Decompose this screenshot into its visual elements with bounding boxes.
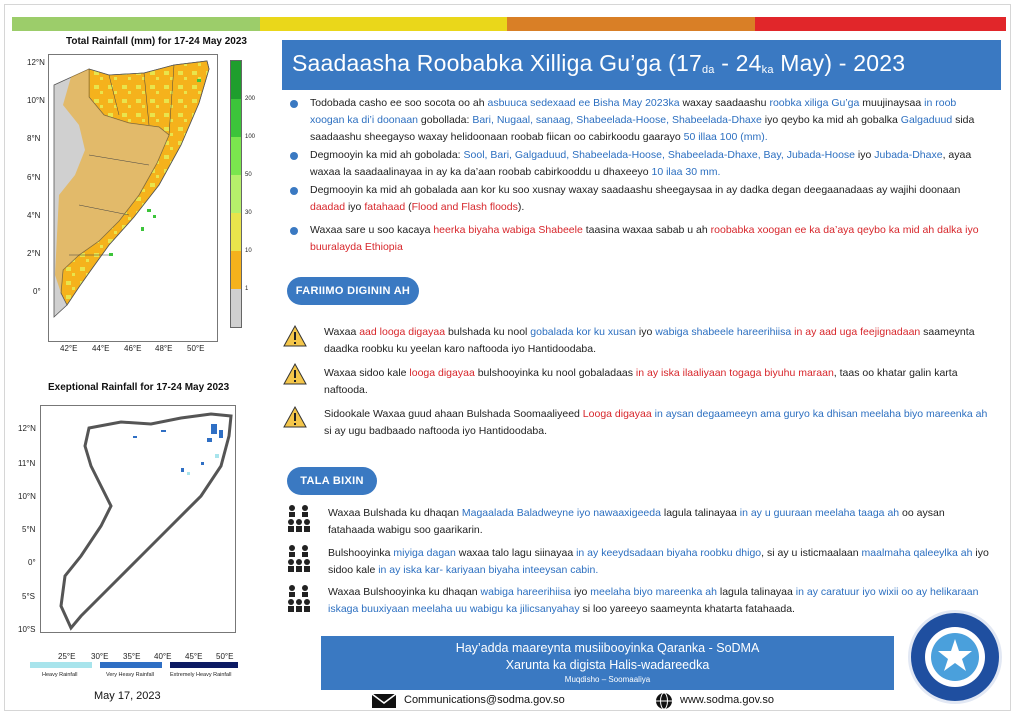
text-run: in ay aad uga feejignadaan	[791, 326, 921, 338]
text-run: Waxaa sidoo kale	[324, 367, 410, 379]
text-run: iyo	[345, 201, 365, 213]
text-run: Magaalada Baladweyne iyo nawaaxigeeda	[461, 507, 661, 519]
map1-lon-48: 48°E	[155, 344, 173, 353]
legend-extreme-label: Extremely Heavy Rainfall	[170, 672, 232, 678]
text-run: in ay iska kar- kariyaan biyaha inteeysan cabin.	[378, 564, 599, 576]
legend-tick-50: 50	[245, 172, 252, 178]
exceptional-rainfall-map	[40, 405, 236, 633]
text-run: Sidookale Waxaa guud ahaan Bulshada Soomaaliyeed	[324, 408, 583, 420]
text-run: Waxaa	[324, 326, 360, 338]
map2-lon-30: 30°E	[91, 652, 109, 661]
text-run: heerka biyaha wabiga Shabeele	[433, 224, 583, 236]
text-run: gobalada kor ku xusan	[530, 326, 636, 338]
map1-lat-6: 6°N	[27, 173, 41, 182]
text-run: 50 illaa 100 (mm).	[683, 131, 768, 143]
legend-extreme-swatch	[170, 662, 238, 668]
text-run: waxay saadaashu	[679, 97, 770, 109]
text-run: waxaa talo lagu siinayaa	[455, 547, 577, 559]
text-run: iyo	[571, 586, 591, 598]
text-run: iyo sidoo kale	[328, 547, 989, 576]
warning-text-1	[324, 324, 994, 358]
map1-lat-12: 12°N	[27, 58, 45, 67]
legend-tick-30: 30	[245, 210, 252, 216]
map2-lon-40: 40°E	[154, 652, 172, 661]
text-run: lagula talinayaa	[716, 586, 796, 598]
map2-lat-11: 11°N	[18, 459, 36, 468]
map1-lat-4: 4°N	[27, 211, 41, 220]
text-run: Bulshooyinka	[328, 547, 394, 559]
map2-lat-10s: 10°S	[18, 625, 36, 634]
text-run: wabiga hareerihiisa	[480, 586, 572, 598]
text-run: bulshooyinka ku nool gobaladaas	[474, 367, 636, 379]
legend-very-heavy-label: Very Heavy Rainfall	[106, 672, 154, 678]
text-run: , taas oo khatar galin karta naftooda.	[324, 367, 958, 396]
section-advice-label: TALA BIXIN	[287, 467, 377, 495]
text-run: aad looga digayaa	[359, 326, 446, 338]
text-run: Flood and Flash floods	[411, 201, 518, 213]
text-run: miyiga dagan	[393, 547, 456, 559]
text-run: muujinaysaa	[859, 97, 925, 109]
text-run: wabiga shabeele hareerihiisa	[655, 326, 792, 338]
map1-lat-10: 10°N	[27, 96, 45, 105]
text-run: iyo	[635, 326, 656, 338]
text-run: Waxaa sare u soo kacaya	[310, 224, 434, 236]
agency-unit: Xarunta ka digista Halis-wadareedka	[505, 658, 710, 672]
email-icon	[371, 693, 397, 709]
text-run: in ay u guuraan meelaha taaga ah	[739, 507, 900, 519]
legend-heavy-swatch	[30, 662, 92, 668]
community-icon	[285, 583, 313, 613]
text-run: in ay caratuur iyo wixii oo ay helikaraan iskaga buuxiyaan meelaha uu wabigu ka jilicsanyahay	[328, 586, 979, 615]
warning-text-3	[324, 406, 994, 440]
text-run: fatahaad	[364, 201, 406, 213]
text-run: meelaha biyo mareenka ah	[590, 586, 717, 598]
text-run: Bari, Nugaal, sanaag, Shabeelada-Hoose, Shabeelada-Dhaxe	[472, 114, 762, 126]
text-run: Galgaduud	[900, 114, 953, 126]
warning-icon	[283, 324, 307, 348]
map2-lat-0: 0°	[28, 558, 36, 567]
map2-lat-12: 12°N	[18, 424, 36, 433]
title-banner	[282, 40, 1001, 90]
sodma-seal-icon	[908, 610, 1002, 704]
text-run: Degmooyin ka mid ah gobolada:	[310, 149, 464, 161]
rainfall-color-legend	[230, 60, 242, 328]
section-warnings-label: FARIIMO DIGININ AH	[287, 277, 419, 305]
map2-lon-45: 45°E	[185, 652, 203, 661]
map2-lat-10: 10°N	[18, 492, 36, 501]
agency-name: Hay’adda maareynta musiibooyinka Qaranka - SoDMA	[455, 641, 760, 655]
map2-lat-5n: 5°N	[22, 525, 36, 534]
text-run: roobabka xoogan ee ka da’aya qeybo ka mid ah dalka iyo buuralayda Ethiopia	[310, 224, 979, 253]
advice-text-2	[328, 545, 994, 579]
warning-icon	[283, 405, 307, 429]
community-icon	[285, 543, 313, 573]
contact-email[interactable]: Communications@sodma.gov.so	[404, 694, 565, 706]
map1-lon-44: 44°E	[92, 344, 110, 353]
total-rainfall-map	[48, 54, 218, 342]
text-run: 10 ilaa 30 mm.	[651, 166, 721, 178]
contact-website[interactable]: www.sodma.gov.so	[680, 694, 774, 706]
text-run: saameynta daadka roobku ku yeelan karo naftooda iyo Hantidoodaba.	[324, 326, 975, 355]
globe-icon	[655, 692, 673, 710]
legend-tick-100: 100	[245, 134, 256, 140]
text-run: asbuuca sedexaad ee Bisha May 2023ka	[487, 97, 680, 109]
map2-lon-50: 50°E	[216, 652, 234, 661]
map1-lat-2: 2°N	[27, 249, 41, 258]
text-run: Todobada casho ee soo socota oo ah	[310, 97, 488, 109]
map1-lon-42: 42°E	[60, 344, 78, 353]
warning-text-2	[324, 365, 994, 399]
issue-date: May 17, 2023	[94, 690, 161, 702]
text-run: in aysan degaameeyn ama guryo ka dhisan meelaha biyo mareenka ah	[651, 408, 988, 420]
text-run: looga digayaa	[409, 367, 475, 379]
text-run: iyo qeybo ka mid ah gobalka	[761, 114, 901, 126]
text-run: sida saadaashu sheegayso waxay helidoonaan roobab fiican oo cabirkoodu gaarayo	[310, 114, 975, 143]
text-run: si ay ugu badbaado naftooda iyo Hantidoodaba.	[324, 425, 548, 437]
map2-lon-25: 25°E	[58, 652, 76, 661]
text-run: Sool, Bari, Galgaduud, Shabeelada-Hoose, Shabeelada-Dhaxe, Bay, Jubada-Hoose	[463, 149, 855, 161]
text-run: Waxaa Bulshooyinka ku dhaqan	[328, 586, 481, 598]
text-run: in roob xoogan ka di’i doonaan	[310, 97, 957, 126]
text-run: , si ay u isticmaalaan	[761, 547, 862, 559]
map2-lon-35: 35°E	[123, 652, 141, 661]
map1-lon-46: 46°E	[124, 344, 142, 353]
text-run: taasina waxaa sabab u ah	[582, 224, 711, 236]
legend-heavy-label: Heavy Rainfall	[42, 672, 78, 678]
text-run: ).	[517, 201, 525, 213]
text-run: in ay keeydsadaan biyaha roobku dhigo	[576, 547, 762, 559]
text-run: in ay iska ilaaliyaan togaga biyuhu maraan	[635, 367, 834, 379]
advice-text-1	[328, 505, 994, 539]
text-run: lagula talinayaa	[660, 507, 740, 519]
text-run: (	[405, 201, 412, 213]
map1-lon-50: 50°E	[187, 344, 205, 353]
text-run: iyo	[855, 149, 875, 161]
map1-lat-8: 8°N	[27, 134, 41, 143]
text-run: bulshada ku nool	[445, 326, 531, 338]
legend-very-heavy-swatch	[100, 662, 162, 668]
text-run: Jubada-Dhaxe	[874, 149, 943, 161]
legend-tick-200: 200	[245, 96, 256, 102]
color-stripe	[12, 17, 1006, 31]
agency-location: Muqdisho – Soomaaliya	[564, 675, 651, 684]
community-icon	[285, 503, 313, 533]
legend-tick-10: 10	[245, 248, 252, 254]
text-run: , ayaa waxaa la saadaalinayaa in ay ka da’aan roobab cabirkooddu u dhaxeeyo	[310, 149, 972, 178]
text-run: roobka xiliga Gu’ga	[769, 97, 860, 109]
text-run: Looga digayaa	[582, 408, 652, 420]
agency-footer	[321, 636, 894, 690]
text-run: Degmooyin ka mid ah gobalada aan kor ku soo xusnay waxay saadaashu sheegaysaa in ay dadka degan deegaanadaas ay wajihi doonaan	[310, 184, 961, 196]
map2-lat-5s: 5°S	[22, 592, 35, 601]
legend-tick-1: 1	[245, 286, 249, 292]
advice-text-3	[328, 584, 994, 618]
text-run: gobollada:	[418, 114, 473, 126]
map1-lat-0: 0°	[33, 287, 41, 296]
text-run: maalmaha qaleeylka ah	[861, 547, 973, 559]
text-run: daadad	[310, 201, 346, 213]
text-run: si loo yareeyo saameynta khatarta fatahaada.	[579, 603, 795, 615]
text-run: oo aysan fatahaada wabigu soo gaarikarin.	[328, 507, 945, 536]
text-run: Waxaa Bulshada ku dhaqan	[328, 507, 462, 519]
map2-title: Exeptional Rainfall for 17-24 May 2023	[48, 382, 230, 393]
map1-title: Total Rainfall (mm) for 17-24 May 2023	[66, 36, 247, 47]
page-title: Saadaasha Roobabka Xilliga Gu’ga ($17_{da} - 24_{ka}$ May) - 2023	[292, 50, 906, 76]
warning-icon	[283, 362, 307, 386]
